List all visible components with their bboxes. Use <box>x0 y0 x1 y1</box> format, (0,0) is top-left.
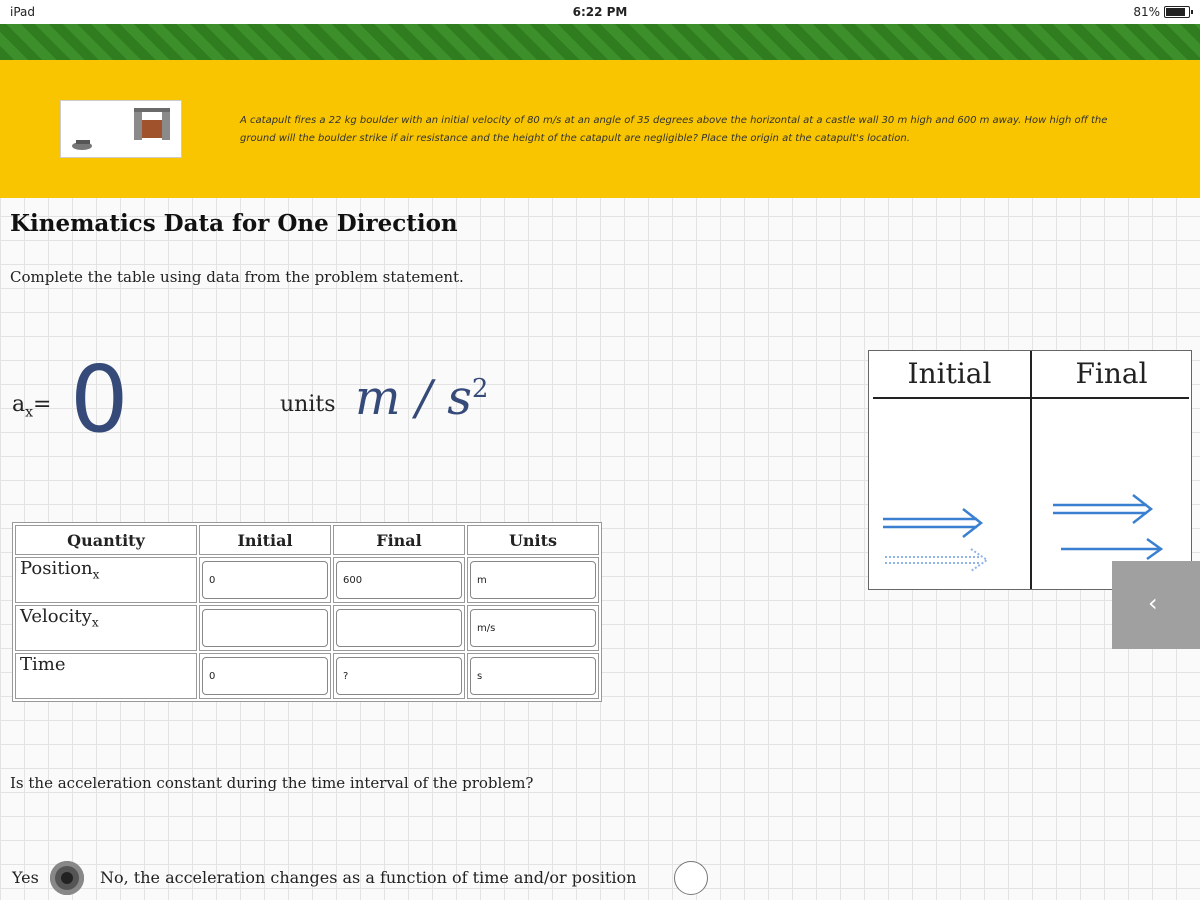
position-final-input[interactable]: 600 <box>336 561 462 599</box>
no-option-label: No, the acceleration changes as a function of time and/or position <box>100 868 637 887</box>
column-header-final: Final <box>333 525 465 555</box>
column-header-quantity: Quantity <box>15 525 197 555</box>
final-acceleration-vector <box>1061 539 1161 559</box>
time-final-input[interactable]: ? <box>336 657 462 695</box>
battery-icon <box>1164 6 1190 18</box>
page-title: Kinematics Data for One Direction <box>10 210 458 237</box>
collapse-panel-button[interactable] <box>1112 561 1200 649</box>
yes-option-label: Yes <box>12 868 39 887</box>
decorative-header-band <box>0 24 1200 60</box>
position-initial-input[interactable]: 0 <box>202 561 328 599</box>
acceleration-value[interactable]: 0 <box>70 346 129 453</box>
diagram-initial-label: Initial <box>907 357 992 390</box>
table-row-position <box>15 557 599 603</box>
acceleration-units[interactable]: m / $s^2$ <box>355 370 489 426</box>
catapult-image <box>60 100 182 158</box>
velocity-vectors <box>869 351 1191 589</box>
table-row-time <box>15 653 599 699</box>
velocity-initial-input[interactable] <box>202 609 328 647</box>
units-label: units <box>280 392 336 417</box>
acceleration-label: $a_x=$ <box>12 392 52 421</box>
initial-acceleration-vector <box>885 549 987 571</box>
status-bar <box>0 0 1200 24</box>
initial-velocity-vector <box>883 509 981 537</box>
motion-diagram <box>868 350 1192 590</box>
quantity-label: Velocity$_x$ <box>15 605 197 651</box>
diagram-final-label: Final <box>1075 357 1148 390</box>
time-units-input[interactable]: s <box>470 657 596 695</box>
quantity-label: Time <box>15 653 197 699</box>
velocity-units-input[interactable]: m/s <box>470 609 596 647</box>
column-header-units: Units <box>467 525 599 555</box>
instructions: Complete the table using data from the problem statement. <box>10 268 464 286</box>
battery-percent: 81% <box>1133 5 1160 19</box>
yes-radio[interactable] <box>50 861 84 895</box>
time-initial-input[interactable]: 0 <box>202 657 328 695</box>
table-row-velocity <box>15 605 599 651</box>
position-units-input[interactable]: m <box>470 561 596 599</box>
problem-statement: A catapult fires a 22 kg boulder with an initial velocity of 80 m/s at an angle of 35 degrees above the horizontal at a castle wall 30 m high and 600 m away. How high off the ground will the boulder strike if air resistance and the height of the catapult are negligible? Place the origin at the catapult's location. <box>240 115 1108 144</box>
no-radio[interactable] <box>674 861 708 895</box>
status-right <box>1133 5 1190 19</box>
problem-banner <box>0 60 1200 198</box>
chevron-left-icon: ‹ <box>1148 589 1158 617</box>
device-label: iPad <box>10 5 36 19</box>
final-velocity-vector <box>1053 495 1151 523</box>
velocity-final-input[interactable] <box>336 609 462 647</box>
column-header-initial: Initial <box>199 525 331 555</box>
kinematics-table <box>12 522 602 702</box>
question-text: Is the acceleration constant during the time interval of the problem? <box>10 774 534 792</box>
quantity-label: Position$_x$ <box>15 557 197 603</box>
status-time: 6:22 PM <box>572 5 628 19</box>
